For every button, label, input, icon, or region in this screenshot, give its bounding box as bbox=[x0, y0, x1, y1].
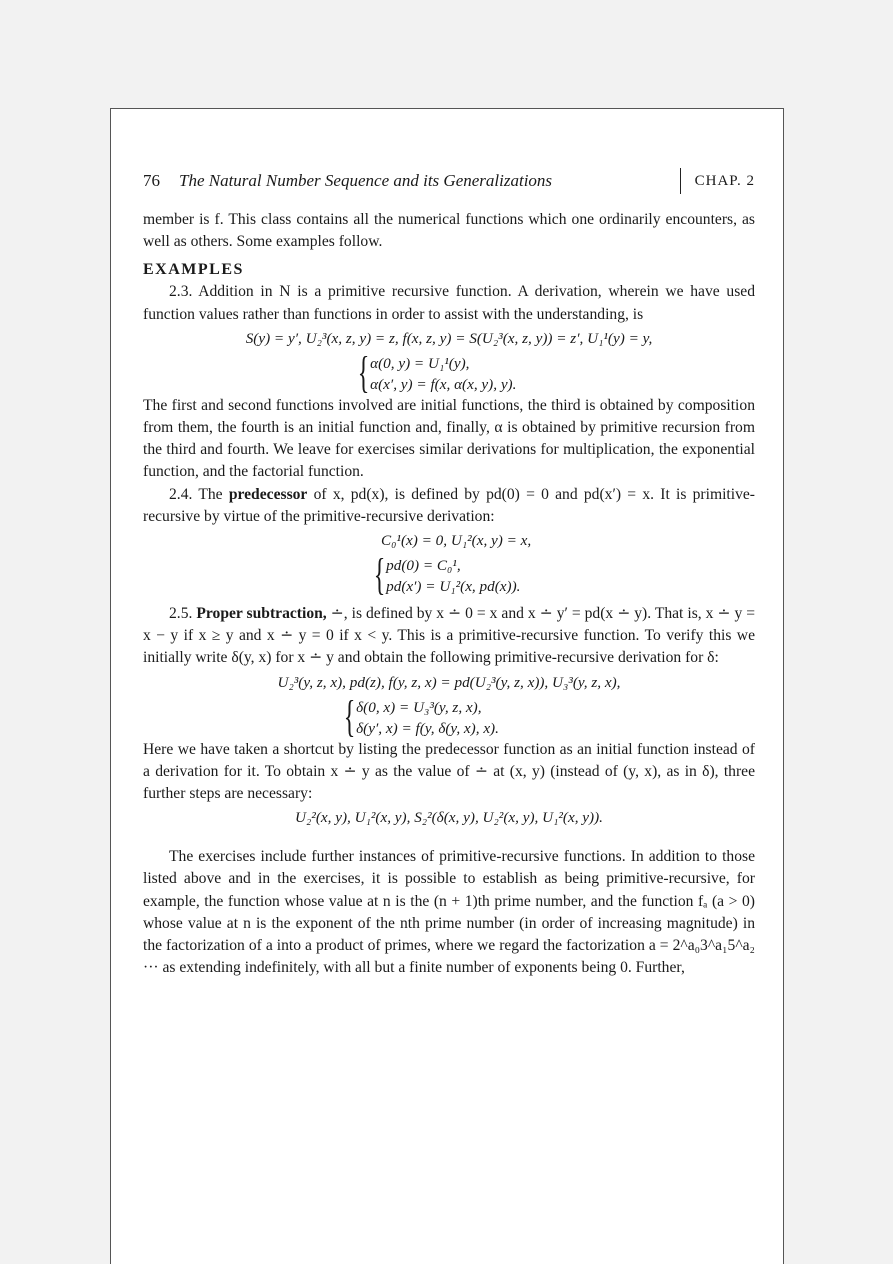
example-2-4-number: 2.4. The bbox=[169, 485, 223, 503]
spacer bbox=[143, 832, 755, 846]
running-title: The Natural Number Sequence and its Generalizations bbox=[179, 171, 553, 190]
running-header bbox=[143, 169, 755, 193]
intro-paragraph: member is f. This class contains all the numerical functions which one ordinarily encounters, as well as others. Some examples follow. bbox=[143, 211, 755, 251]
recursion-step-case: δ(y′, x) = f(y, δ(y, x), x). bbox=[356, 719, 499, 737]
recursion-base-case: α(0, y) = U₁¹(y), bbox=[370, 354, 470, 372]
example-2-4-equation-line: C₀¹(x) = 0, U₁²(x, y) = x, bbox=[381, 532, 532, 550]
example-2-5-body: ∸, is defined by x ∸ 0 = x and x ∸ y′ = pd(x ∸ y). That is, x ∸ y = x − y if x ≥ y and x ∸ y = 0 if x < y. This is a primitive-recursive function. To verify this we initially write δ(y, x) for x ∸ y and obtain the following primitive-recursive derivation for δ: bbox=[143, 605, 756, 667]
example-2-5-explanation: Here we have taken a shortcut by listing the predecessor function as an initial function instead of a derivation for it. To obtain x ∸ y as the value of ∸ at (x, y) (instead of (y, x), as in δ), three further steps are necessary: bbox=[143, 740, 755, 803]
example-2-3-text: 2.3. Addition in N is a primitive recursive function. A derivation, wherein we have used function values rather than functions in order to assist with the understanding, is bbox=[143, 283, 755, 323]
example-2-5-text bbox=[143, 603, 755, 670]
example-2-3-equation-line: S(y) = y′, U₂³(x, z, y) = z, f(x, z, y) = S(U₂³(x, z, y)) = z′, U₁¹(y) = y, bbox=[245, 329, 653, 347]
left-brace: { bbox=[373, 550, 386, 600]
recursion-step-case: pd(x′) = U₁²(x, pd(x)). bbox=[386, 578, 521, 596]
term-predecessor: predecessor bbox=[228, 485, 308, 503]
example-2-4-recursion bbox=[369, 550, 755, 600]
header-divider bbox=[680, 168, 681, 194]
examples-heading: EXAMPLES bbox=[143, 261, 244, 279]
example-2-4-body: of x, pd(x), is defined by pd(0) = 0 and pd(x′) = x. It is primitive-recursive by virtue of the primitive-recursive derivation: bbox=[143, 485, 755, 525]
example-2-3-explanation: The first and second functions involved are initial functions, the third is obtained by composition from them, the fourth is an initial function and, finally, α is obtained by primitive recursion from the third and fourth. We leave for exercises similar derivations for multiplication, the exponential function, and the factorial function. bbox=[143, 396, 755, 481]
example-2-5-equation-line: U₂³(y, z, x), pd(z), f(y, z, x) = pd(U₂³(y, z, x)), U₃³(y, z, x), bbox=[277, 673, 621, 691]
term-proper-subtraction: Proper subtraction, bbox=[196, 605, 327, 623]
example-2-4-text bbox=[143, 484, 755, 528]
recursion-base-case: pd(0) = C₀¹, bbox=[386, 557, 461, 575]
example-2-5-recursion bbox=[339, 691, 755, 741]
left-brace: { bbox=[343, 691, 356, 741]
page-content bbox=[143, 169, 755, 979]
chapter-label: CHAP. 2 bbox=[694, 172, 755, 189]
page-number: 76 bbox=[143, 171, 160, 190]
example-2-3-recursion bbox=[353, 347, 755, 397]
left-brace: { bbox=[357, 347, 370, 397]
example-2-5-number: 2.5. bbox=[169, 605, 193, 623]
book-page bbox=[110, 108, 784, 1264]
recursion-step-case: α(x′, y) = f(x, α(x, y), y). bbox=[370, 375, 517, 393]
recursion-base-case: δ(0, x) = U₃³(y, z, x), bbox=[356, 698, 482, 716]
example-2-5-further-steps: U₂²(x, y), U₁²(x, y), S₂²(δ(x, y), U₂²(x, y), U₁²(x, y)). bbox=[295, 809, 603, 827]
final-paragraph: The exercises include further instances of primitive-recursive functions. In addition to those listed above and in the exercises, it is possible to establish as being primitive-recursive, for example, the function whose value at n is the (n + 1)th prime number, and the function fₐ (a > 0) whose value at n is the exponent of the nth prime number (in order of increasing magnitude) in the factorization of a into a product of primes, where we regard the factorization a = 2^a₀3^a₁5^a₂ ··· as extending indefinitely, with all but a finite number of exponents being 0. Further, bbox=[143, 848, 755, 977]
